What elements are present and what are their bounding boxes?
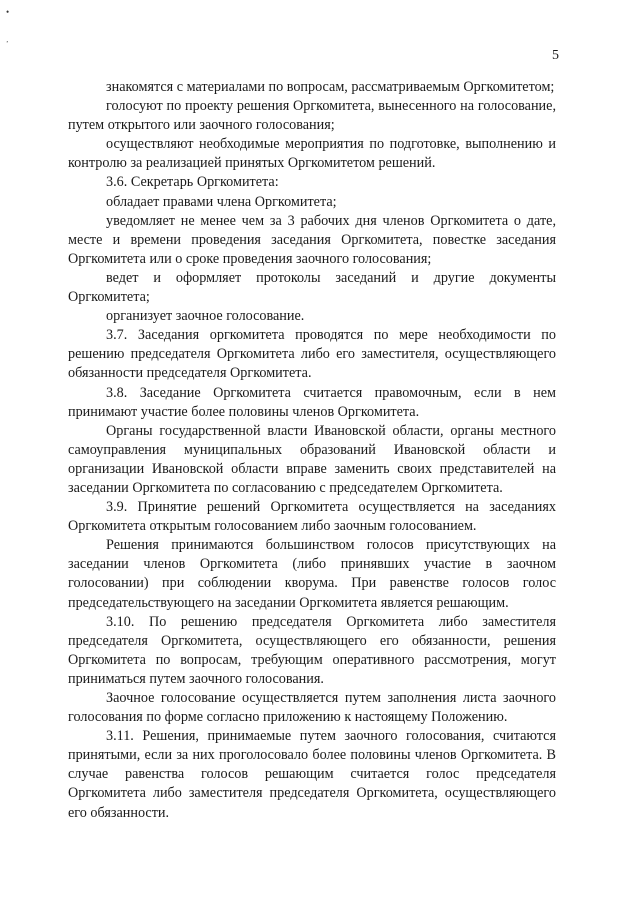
- paragraph: обладает правами члена Оргкомитета;: [106, 193, 337, 210]
- paragraph: организует заочное голосование.: [106, 308, 305, 325]
- paragraph: 3.7. Заседания оргкомитета проводятся по мере необходимости по решению председателя Оргкомитета либо его заместителя, осуществляющего обязанности председателя Оргкомитета.: [68, 327, 556, 382]
- paragraph: Заочное голосование осуществляется путем заполнения листа заочного голосования по форме согласно приложению к настоящему Положению.: [68, 690, 556, 726]
- paragraph: 3.9. Принятие решений Оргкомитета осуществляется на заседаниях Оргкомитета открытым голосованием либо заочным голосованием.: [68, 499, 556, 535]
- section-heading: 3.6. Секретарь Оргкомитета:: [106, 174, 279, 191]
- margin-mark: ‚: [6, 36, 9, 44]
- paragraph: ведет и оформляет протоколы заседаний и другие документы Оргкомитета;: [68, 269, 556, 306]
- page-number: 5: [552, 48, 559, 63]
- paragraph: 3.10. По решению председателя Оргкомитета либо заместителя председателя Оргкомитета, осуществляющего его обязанности, решения Оргкомитета по вопросам, требующим оперативного рассмотрения, могут приниматься путем заочного голосования.: [68, 613, 556, 687]
- paragraph: Решения принимаются большинством голосов присутствующих на заседании членов Оргкомитета (либо принявших участие в заочном голосовании) при соблюдении кворума. При равенстве голосов голос председательствующего на заседании Оргкомитета является решающим.: [68, 537, 556, 611]
- paragraph: уведомляет не менее чем за 3 рабочих дня членов Оргкомитета о дате, месте и времени проведения заседания Оргкомитета, повестке заседания Оргкомитета или о сроке проведения заочного голосования;: [68, 212, 556, 267]
- paragraph: голосуют по проекту решения Оргкомитета, вынесенного на голосование, путем открытого или заочного голосования;: [68, 98, 556, 134]
- paragraph: 3.11. Решения, принимаемые путем заочного голосования, считаются принятыми, если за них проголосовало более половины членов Оргкомитета. В случае равенства голосов решающим считается голос председателя Оргкомитета либо заместителя председателя Оргкомитета, осуществляющего его обязанности.: [68, 728, 556, 821]
- paragraph: знакомятся с материалами по вопросам, рассматриваемым Оргкомитетом;: [106, 79, 555, 95]
- margin-mark: •: [6, 7, 10, 17]
- paragraph: 3.8. Заседание Оргкомитета считается правомочным, если в нем принимают участие более половины членов Оргкомитета.: [68, 384, 556, 420]
- paragraph: Органы государственной власти Ивановской области, органы местного самоуправления муниципальных образований Ивановской области и организации Ивановской области вправе заменить своих представителей на заседании Оргкомитета по согласованию с председателем Оргкомитета.: [68, 422, 556, 496]
- document-body: [68, 78, 556, 823]
- paragraph: осуществляют необходимые мероприятия по подготовке, выполнению и контролю за реализацией принятых Оргкомитетом решений.: [68, 136, 556, 172]
